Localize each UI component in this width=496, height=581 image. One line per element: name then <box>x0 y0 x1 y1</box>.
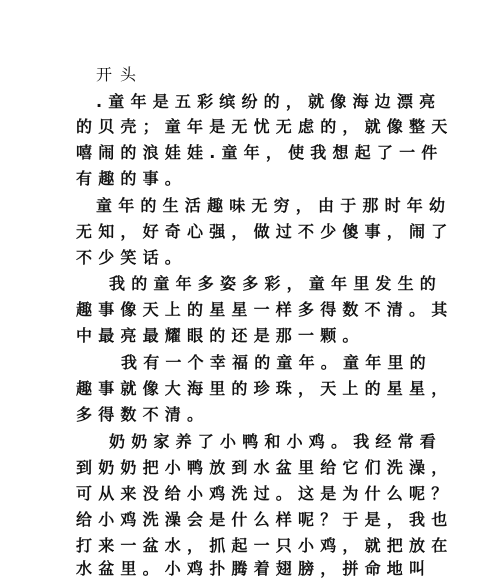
text-line-16: 可从来没给小鸡洗过。这是为什么呢？ <box>76 484 454 503</box>
text-line-2: 的贝壳；童年是无忧无虑的，就像整天 <box>76 117 454 136</box>
text-line-11: 我有一个幸福的童年。童年里的 <box>121 353 432 372</box>
text-line-9: 趣事像天上的星星一样多得数不清。其 <box>76 300 454 319</box>
text-line-6: 无知，好奇心强，做过不少傻事，闹了 <box>76 222 454 241</box>
text-line-8: 我的童年多姿多彩，童年里发生的 <box>109 274 443 293</box>
text-line-18: 打来一盆水，抓起一只小鸡，就把放在 <box>76 536 454 555</box>
text-line-1: .童年是五彩缤纷的，就像海边漂亮 <box>96 92 442 111</box>
text-line-13: 多得数不清。 <box>76 405 210 424</box>
text-line-19: 水盆里。小鸡扑腾着翅膀，拼命地叫 <box>76 559 432 578</box>
text-line-3: 嘻闹的浪娃娃.童年，使我想起了一件 <box>76 143 444 162</box>
text-line-15: 到奶奶把小鸭放到水盆里给它们洗澡， <box>76 458 454 477</box>
text-line-5: 童年的生活趣味无穷，由于那时年幼 <box>96 196 452 215</box>
text-line-17: 给小鸡洗澡会是什么样呢？于是，我也 <box>76 510 454 529</box>
section-heading: 开头 <box>96 65 145 84</box>
text-line-4: 有趣的事。 <box>76 169 188 188</box>
text-line-12: 趣事就像大海里的珍珠，天上的星星， <box>76 379 454 398</box>
text-line-10: 中最亮最耀眼的还是那一颗。 <box>76 326 365 345</box>
text-line-14: 奶奶家养了小鸭和小鸡。我经常看 <box>109 432 443 451</box>
text-line-7: 不少笑话。 <box>76 248 188 267</box>
